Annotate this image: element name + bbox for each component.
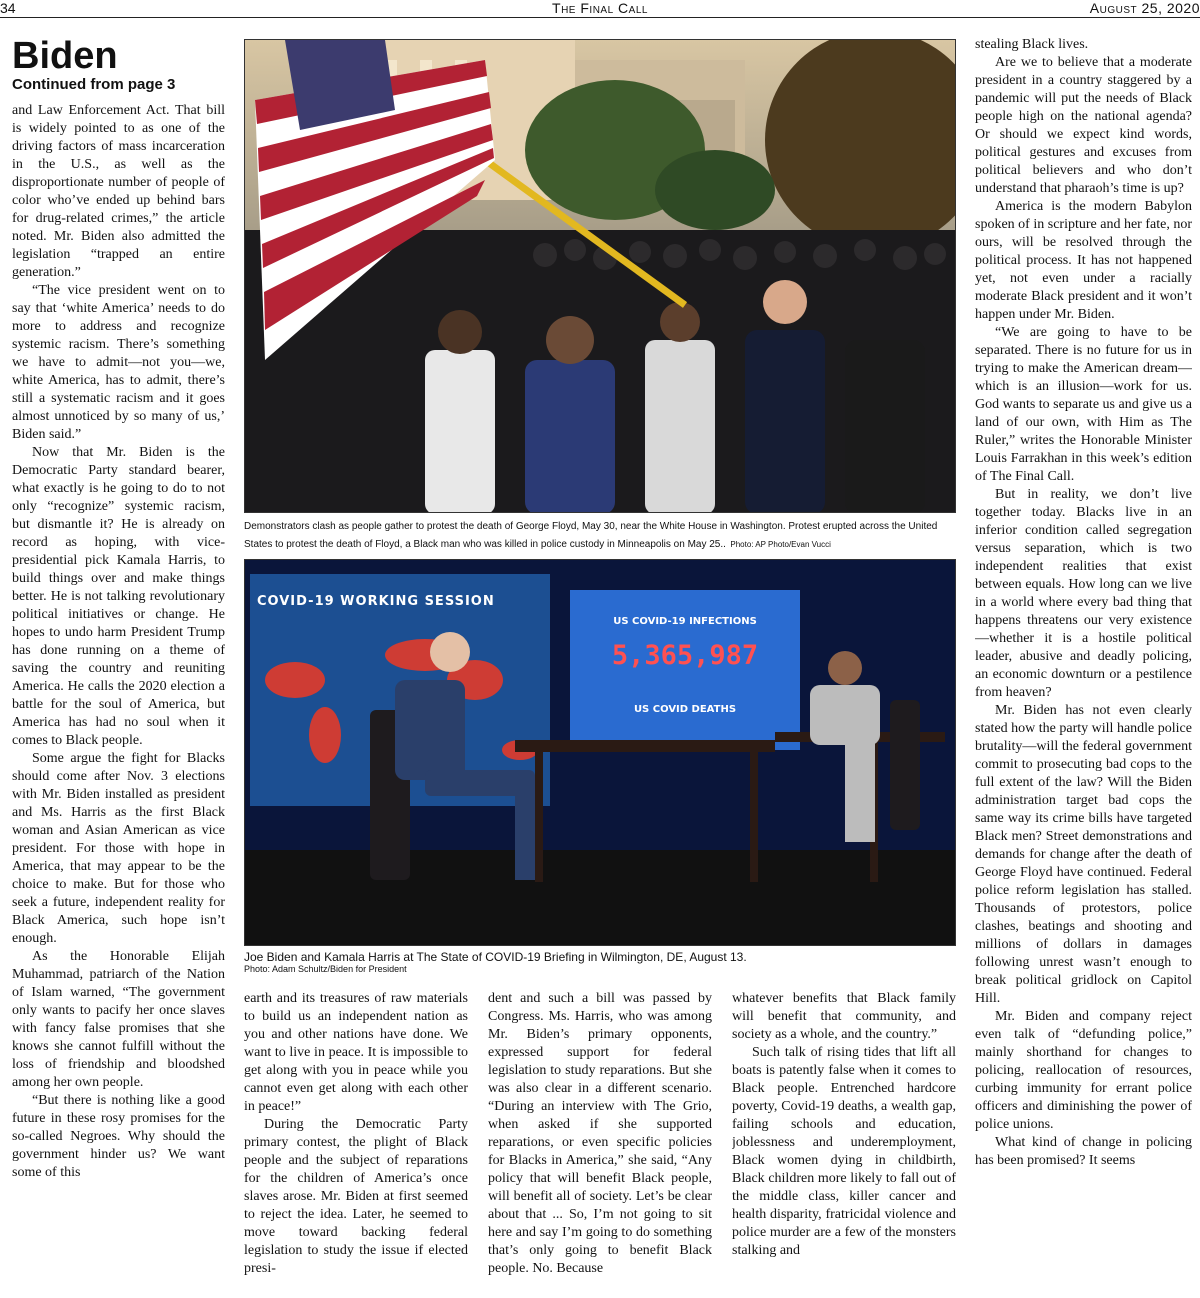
paragraph: earth and its treasures of raw materials to build us an independent nation as you and other nations have done. We want to live in peace. It is impossible to get along with you in peace while you cannot even get along with each other in peace!” <box>244 991 468 1114</box>
page-header <box>0 0 1200 18</box>
paragraph: dent and such a bill was passed by Congress. Ms. Harris, who was among Mr. Biden’s primary opponents, expressed support for federal legislation to study reparations. But she was also clear in a different scenario. “During an interview with The Grio, when asked if she supported reparations, or even specific policies for Blacks in America,” she said, “Any policy that will benefit Black people, will benefit all of society. Let’s be clear about that ... So, I’m not going to sit here and say I’m going to do something that’s only going to benefit Black people. No. Because <box>488 991 712 1276</box>
briefing-photo <box>244 559 956 946</box>
article-column-5 <box>975 36 1192 1298</box>
masthead: The Final Call <box>552 0 648 16</box>
protest-illustration <box>245 40 956 513</box>
paragraph: stealing Black lives. <box>975 37 1089 52</box>
paragraph: and Law Enforcement Act. That bill is widely pointed to as one of the driving factors of mass incarceration in the U.S., as well as the disproportionate number of people of color who’ve ended up behind bars for drug-related crimes,” the article noted. Mr. Biden also admitted the legislation “trapped an entire generation.” <box>12 103 225 280</box>
headline: Biden <box>12 36 118 77</box>
paragraph: Some argue the fight for Blacks should come after Nov. 3 elections with Mr. Biden installed as president and Ms. Harris as the first Black woman and Asian American as vice president. For those with hope in America, that may appear to be the choice to make. But for those who seek a future, independent reality for Black America, such hope isn’t enough. <box>12 751 225 946</box>
paragraph: What kind of change in policing has been promised? It seems <box>975 1135 1192 1168</box>
paragraph: whatever benefits that Black family will benefit that community, and society as a whole, and the country.” <box>732 991 956 1042</box>
paragraph: As the Honorable Elijah Muhammad, patriarch of the Nation of Islam warned, “The government only wants to pacify her once slaves with fancy false promises that she knows she cannot fulfill without the loss of friendship and bloodshed among her own people. <box>12 949 225 1090</box>
photo-credit: Photo: Adam Schultz/Biden for President <box>244 964 407 974</box>
paragraph: “We are going to have to be separated. There is no future for us in trying to make the American dream—which is an illusion—work for us. God wants to separate us and give us a land of our own, with Him as The Ruler,” writes the Honorable Minister Louis Farrakhan in this week’s edition of The Final Call. <box>975 325 1192 484</box>
paragraph: Mr. Biden has not even clearly stated how the party will handle police brutality—will the federal government commit to prosecuting bad cops to the full extent of the law? Will the Biden administration target bad cops the same way its crime bills have targeted Black men? Street demonstrations and demands for change after the death of George Floyd have continued. Federal police reform legislation has stalled. Thousands of protestors, police clashes, beatings and shooting and millions of dollars in damages following unrest wasn’t enough to break political gridlock on Capitol Hill. <box>975 703 1192 1006</box>
protest-photo <box>244 39 956 513</box>
article-column-3 <box>488 990 712 1298</box>
caption-text: Joe Biden and Kamala Harris at The State of COVID-19 Briefing in Wilmington, DE, August 13. <box>244 950 747 964</box>
left-screen-title: COVID-19 WORKING SESSION <box>257 594 495 609</box>
article-column-2 <box>244 990 468 1298</box>
article-column-4 <box>732 990 956 1298</box>
paragraph: America is the modern Babylon spoken of in scripture and her fate, nor ours, will be resolved through the political process. It has not happened yet, not even under a racially moderate Black president and it won’t happen under Mr. Biden. <box>975 199 1192 322</box>
paragraph: Are we to believe that a moderate president in a country staggered by a pandemic will put the needs of Black people high on the national agenda? Or should we expect kind words, political gestures and excuses from political believers and who don’t understand that pharaoh’s time is up? <box>975 55 1192 196</box>
subhead: Continued from page 3 <box>12 76 176 93</box>
paragraph: Now that Mr. Biden is the Democratic Party standard bearer, what exactly is he going to do to not only “recognize” systemic racism, but dismantle it? He is already on record as hoping, with vice-presidential pick Kamala Harris, to build things over and make things better. He is not talking revolutionary political initiatives or change. He hopes to undo harm President Trump has done running on a theme of saving the country and reuniting America. He calls the 2020 election a battle for the soul of America, but America has had no soul when it comes to Black people. <box>12 445 225 748</box>
article-column-1 <box>12 36 225 1298</box>
issue-date: August 25, 2020 <box>1089 0 1200 16</box>
caption-text: Demonstrators clash as people gather to protest the death of George Floyd, May 30, near the White House in Washington. Protest erupted across the United States to protest the death of Floyd, a Black man who was killed in police custody in Minneapolis on May 25.. <box>244 521 938 550</box>
paragraph: During the Democratic Party primary contest, the plight of Black people and the subject of reparations for the children of America’s once slaves arose. Mr. Biden at first seemed to reject the idea. Later, he seemed to move toward backing federal legislation to study the issue if elected presi- <box>244 1117 468 1276</box>
briefing-illustration <box>245 560 956 946</box>
photo-credit: Photo: AP Photo/Evan Vucci <box>730 540 831 549</box>
briefing-photo-caption <box>244 950 960 974</box>
right-screen-label: US COVID-19 INFECTIONS <box>613 616 757 627</box>
paragraph: “But there is nothing like a good future in these rosy promises for the so-called Negroes. Why should the government hinder us? We want some of this <box>12 1093 225 1180</box>
paragraph: “The vice president went on to say that ‘white America’ needs to do more to address and recognize systemic racism. There’s something we have to admit—not you—we, white America, has to admit, there’s still a systematic racism and it goes almost unnoticed by so many of us,’ Biden said.” <box>12 283 225 442</box>
infections-number: 5,365,987 <box>611 640 759 671</box>
page-number: 34 <box>0 0 16 16</box>
paragraph: Such talk of rising tides that lift all boats is patently false when it comes to Black people. Entrenched hardcore poverty, Covid-19 deaths, a wealth gap, failing schools and education, joblessness and underemployment, Black women dying in childbirth, Black children more likely to fall out of the middle class, killer cancer and health disparity, fratricidal violence and police murder are a few of the monsters stalking and <box>732 1045 956 1258</box>
paragraph: Mr. Biden and company reject even talk of “defunding police,” mainly shorthand for changes to policing, reallocation of resources, curbing immunity for errant police officers and diminishing the power of police unions. <box>975 1009 1192 1132</box>
right-screen-label2: US COVID DEATHS <box>633 704 737 715</box>
paragraph: But in reality, we don’t live together today. Blacks live in an inferior condition called segregation versus separation, which is two independent realities that exist between equals. How long can we live in a world where every bad thing that happens threatens our very existence—whether it is a hostile political leader, abusive and deadly policing, an economic downturn or a pestilence from heaven? <box>975 487 1192 700</box>
protest-photo-caption <box>244 516 960 552</box>
